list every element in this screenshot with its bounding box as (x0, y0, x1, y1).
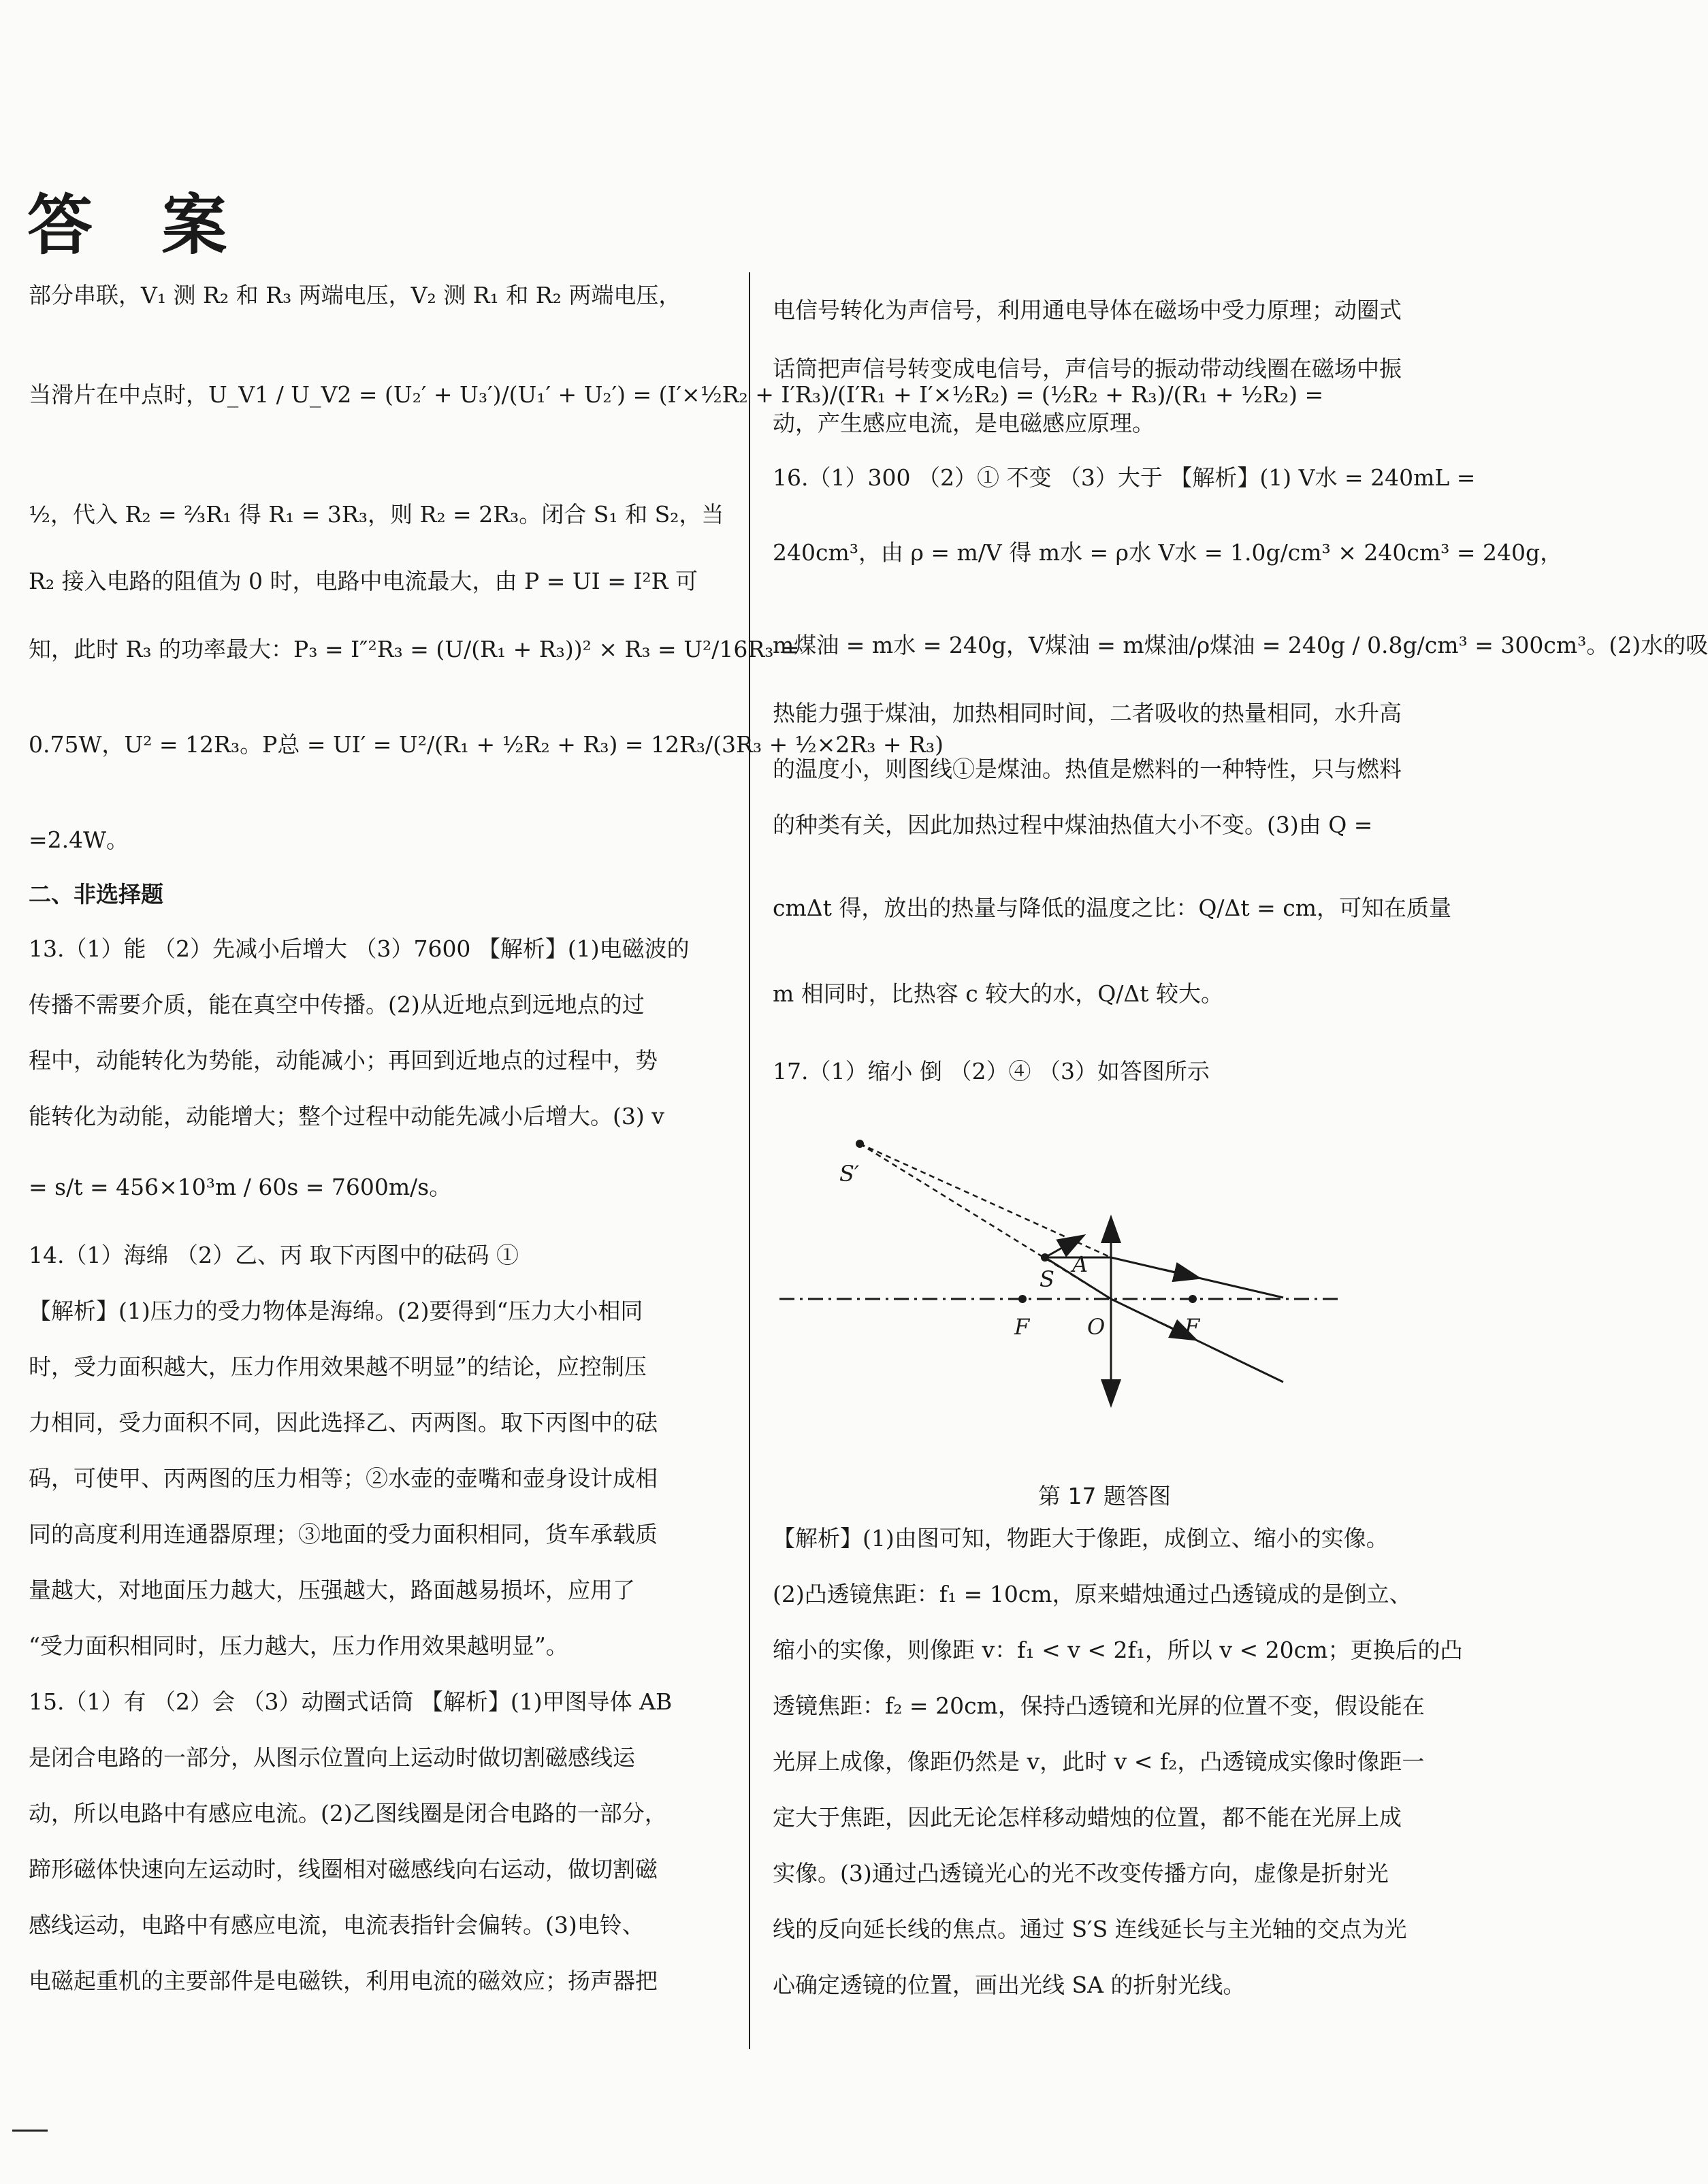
focus-left-point (1018, 1295, 1027, 1303)
column-divider (749, 272, 750, 2049)
text-line: =2.4W。 (29, 826, 129, 853)
text-line: 当滑片在中点时，U_V1 / U_V2 = (U₂′ + U₃′)/(U₁′ + U₂′) = (I′×½R₂ + I′R₃)/(I′R₁ + I′×½R₂) = (½R₂ + R₃)/(R₁ + ½R₂) = (29, 381, 1324, 408)
text-line: 14.（1）海绵 （2）乙、丙 取下丙图中的砝码 ① (29, 1242, 519, 1268)
text-line: 热能力强于煤油，加热相同时间，二者吸收的热量相同，水升高 (773, 700, 1402, 726)
text-line: 电信号转化为声信号，利用通电导体在磁场中受力原理；动圈式 (773, 297, 1402, 323)
text-line: 线的反向延长线的焦点。通过 S′S 连线延长与主光轴的交点为光 (773, 1916, 1407, 1942)
text-line: 【解析】(1)压力的受力物体是海绵。(2)要得到“压力大小相同 (29, 1298, 643, 1324)
text-line: 0.75W，U² = 12R₃。P总 = UI′ = U²/(R₁ + ½R₂ + R₃) = 12R₃/(3R₃ + ½×2R₃ + R₃) (29, 731, 944, 758)
text-line: 心确定透镜的位置，画出光线 SA 的折射光线。 (773, 1972, 1246, 1998)
text-line: 话筒把声信号转变成电信号，声信号的振动带动线圈在磁场中振 (773, 355, 1402, 382)
text-line: 动，所以电路中有感应电流。(2)乙图线圈是闭合电路的一部分， (29, 1800, 667, 1827)
text-line: 电磁起重机的主要部件是电磁铁，利用电流的磁效应；扬声器把 (29, 1968, 658, 1994)
text-line: 量越大，对地面压力越大，压强越大，路面越易损坏，应用了 (29, 1577, 635, 1603)
focus-right-point (1189, 1295, 1197, 1303)
text-line: “受力面积相同时，压力越大，压力作用效果越明显”。 (29, 1633, 568, 1659)
label-o: O (1087, 1314, 1106, 1340)
text-line: 光屏上成像，像距仍然是 v，此时 v < f₂，凸透镜成实像时像距一 (773, 1748, 1425, 1775)
text-line: 感线运动，电路中有感应电流，电流表指针会偏转。(3)电铃、 (29, 1912, 645, 1938)
central-ray-extension (1111, 1299, 1283, 1382)
text-line: 的温度小，则图线①是煤油。热值是燃料的一种特性，只与燃料 (773, 756, 1402, 782)
text-line: ½，代入 R₂ = ⅔R₁ 得 R₁ = 3R₃，则 R₂ = 2R₃。闭合 S₁ 和 S₂，当 (29, 501, 724, 528)
text-line: 码，可使甲、丙两图的压力相等；②水壶的壶嘴和壶身设计成相 (29, 1465, 658, 1492)
text-line: m 相同时，比热容 c 较大的水，Q/Δt 较大。 (773, 980, 1223, 1007)
text-line: 是闭合电路的一部分，从图示位置向上运动时做切割磁感线运 (29, 1744, 635, 1771)
text-line: (2)凸透镜焦距：f₁ = 10cm，原来蜡烛通过凸透镜成的是倒立、 (773, 1581, 1412, 1607)
text-line: 定大于焦距，因此无论怎样移动蜡烛的位置，都不能在光屏上成 (773, 1804, 1402, 1831)
text-line: 力相同，受力面积不同，因此选择乙、丙两图。取下丙图中的砝 (29, 1409, 658, 1436)
text-line: 动，产生感应电流，是电磁感应原理。 (773, 410, 1155, 436)
text-line: 15.（1）有 （2）会 （3）动圈式话筒 【解析】(1)甲图导体 AB (29, 1688, 673, 1715)
text-line: 蹄形磁体快速向左运动时，线圈相对磁感线向右运动，做切割磁 (29, 1856, 658, 1882)
text-line: 的种类有关，因此加热过程中煤油热值大小不变。(3)由 Q = (773, 812, 1373, 838)
text-line: 同的高度利用连通器原理；③地面的受力面积相同，货车承载质 (29, 1521, 658, 1547)
text-line: 【解析】(1)由图可知，物距大于像距，成倒立、缩小的实像。 (773, 1525, 1389, 1552)
label-f-left: F (1014, 1314, 1030, 1340)
label-a: A (1072, 1251, 1089, 1277)
text-line: 时，受力面积越大，压力作用效果越不明显”的结论，应控制压 (29, 1353, 647, 1380)
page-mark (12, 2130, 48, 2132)
text-line: 13.（1）能 （2）先减小后增大 （3）7600 【解析】(1)电磁波的 (29, 935, 690, 962)
page-title: 答 案 (27, 187, 251, 263)
label-f-right: F (1185, 1314, 1200, 1340)
refracted-ray-arrow (1164, 1270, 1198, 1278)
lens-ray-diagram (773, 1110, 1344, 1450)
text-line: 程中，动能转化为势能，动能减小；再回到近地点的过程中，势 (29, 1047, 658, 1074)
figure-caption: 第 17 题答图 (1038, 1483, 1171, 1509)
text-line: 知，此时 R₃ 的功率最大：P₃ = I″²R₃ = (U/(R₁ + R₃))² × R₃ = U²/16R₃ = (29, 636, 800, 662)
text-line: 传播不需要介质，能在真空中传播。(2)从近地点到远地点的过 (29, 991, 645, 1018)
text-line: 240cm³，由 ρ = m/V 得 m水 = ρ水 V水 = 1.0g/cm³ × 240cm³ = 240g， (773, 539, 1563, 566)
text-line: m煤油 = m水 = 240g，V煤油 = m煤油/ρ煤油 = 240g / 0.8g/cm³ = 300cm³。(2)水的吸 (773, 632, 1708, 658)
text-line: 缩小的实像，则像距 v：f₁ < v < 2f₁，所以 v < 20cm；更换后的凸 (773, 1637, 1463, 1663)
point-s (1041, 1253, 1049, 1262)
text-line: 能转化为动能，动能增大；整个过程中动能先减小后增大。(3) v (29, 1103, 664, 1129)
text-line: = s/t = 456×10³m / 60s = 7600m/s。 (29, 1174, 452, 1200)
text-line: cmΔt 得，放出的热量与降低的温度之比：Q/Δt = cm，可知在质量 (773, 895, 1452, 921)
label-s: S (1040, 1266, 1054, 1292)
text-line: 部分串联，V₁ 测 R₂ 和 R₃ 两端电压，V₂ 测 R₁ 和 R₂ 两端电压， (29, 282, 681, 308)
text-line: R₂ 接入电路的阻值为 0 时，电路中电流最大，由 P = UI = I²R 可 (29, 568, 698, 594)
label-s-prime: S′ (839, 1161, 860, 1187)
text-line: 实像。(3)通过凸透镜光心的光不改变传播方向，虚像是折射光 (773, 1860, 1389, 1886)
text-line: 17.（1）缩小 倒 （2）④ （3）如答图所示 (773, 1058, 1210, 1085)
text-line: 16.（1）300 （2）① 不变 （3）大于 【解析】(1) V水 = 240mL = (773, 464, 1476, 491)
text-line: 透镜焦距：f₂ = 20cm，保持凸透镜和光屏的位置不变，假设能在 (773, 1692, 1425, 1719)
section-heading: 二、非选择题 (29, 881, 163, 908)
point-s-prime (856, 1140, 864, 1148)
